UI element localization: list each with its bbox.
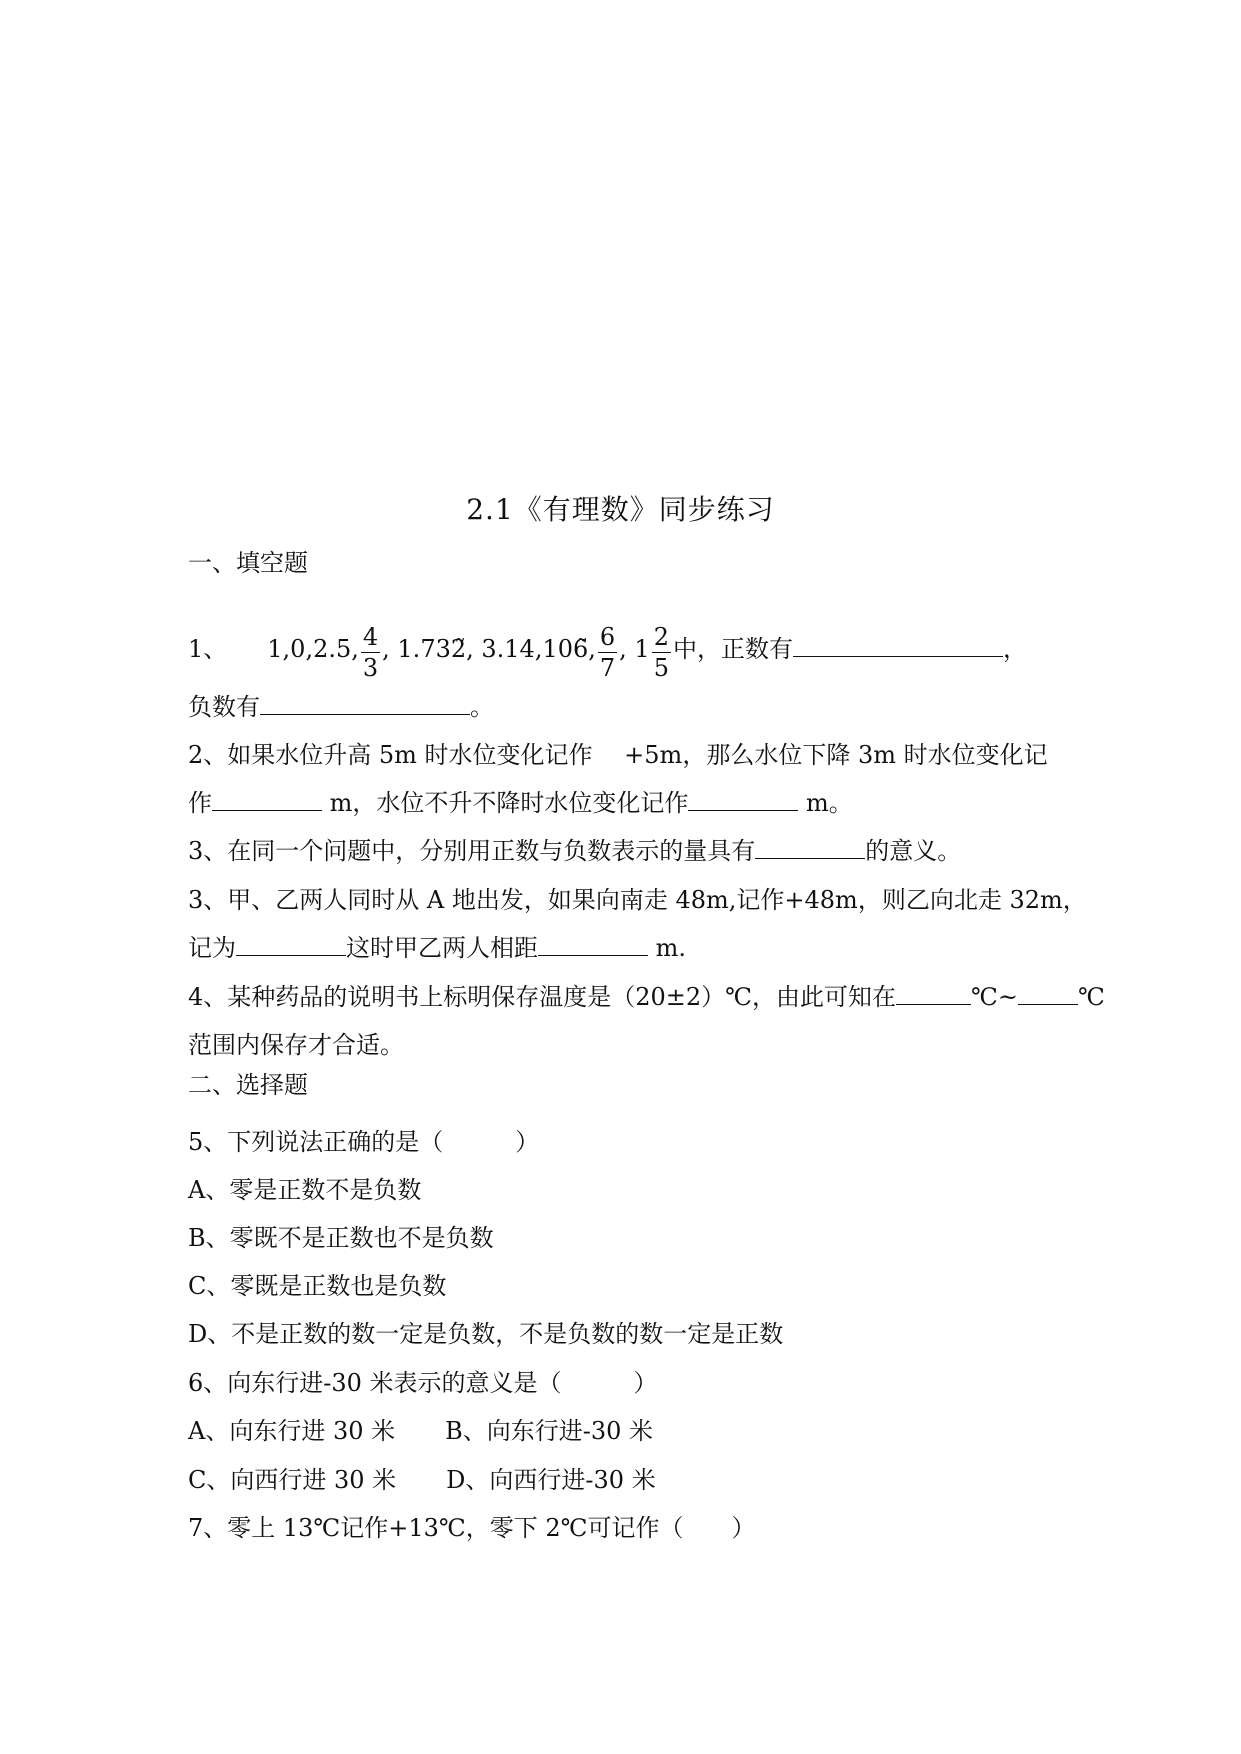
question-4-line-1	[188, 982, 1105, 1012]
q1-negative-label: 负数有	[188, 693, 260, 721]
answer-blank-water-steady[interactable]	[688, 788, 798, 811]
q3a-text-a: 3、在同一个问题中，分别用正数与负数表示的量具有	[188, 837, 756, 865]
question-5-option-a[interactable]: A、零是正数不是负数	[188, 1176, 422, 1204]
question-6-stem: 6、向东行进-30 米表示的意义是（ ）	[188, 1369, 658, 1397]
fraction-denominator: 5	[653, 654, 669, 682]
question-6-options-cd	[188, 1465, 656, 1495]
fraction-numerator: 4	[362, 623, 379, 651]
answer-blank-north-record[interactable]	[236, 933, 346, 956]
fraction-2-5	[652, 622, 671, 683]
q1-numbers-part2: , 1.732̃, 3.14,106̃,	[382, 635, 596, 663]
q4-text-a: 4、某种药品的说明书上标明保存温度是（20±2）℃，由此可知在	[188, 983, 897, 1011]
q3b-text-b: 这时甲乙两人相距	[346, 934, 538, 962]
question-2-line-1: 2、如果水位升高 5m 时水位变化记作 +5m，那么水位下降 3m 时水位变化记	[188, 741, 1048, 769]
answer-blank-temp-high[interactable]	[1018, 982, 1078, 1005]
fraction-numerator: 2	[653, 623, 669, 651]
question-5-option-c[interactable]: C、零既是正数也是负数	[188, 1272, 447, 1300]
q2-text-b: m，水位不升不降时水位变化记作	[322, 789, 689, 817]
answer-blank-meaning[interactable]	[755, 836, 865, 859]
fraction-denominator: 7	[599, 654, 616, 682]
question-3a	[188, 836, 961, 866]
question-5-option-d[interactable]: D、不是正数的数一定是负数，不是负数的数一定是正数	[188, 1320, 784, 1348]
q3b-text-c: m.	[648, 934, 687, 962]
q2-text-c: m。	[798, 789, 853, 817]
page-title: 2.1《有理数》同步练习	[466, 493, 775, 526]
answer-blank-distance[interactable]	[538, 933, 648, 956]
q1-period: 。	[470, 693, 494, 721]
fraction-4-3	[361, 622, 380, 683]
question-6-options-ab	[188, 1416, 653, 1446]
q4-text-c: ℃	[1078, 983, 1105, 1011]
fraction-6-7	[598, 622, 617, 683]
question-5-option-b[interactable]: B、零既不是正数也不是负数	[188, 1224, 494, 1252]
question-6-option-d[interactable]: D、向西行进-30 米	[446, 1466, 656, 1494]
q2-text-a: 作	[188, 789, 212, 817]
q3b-text-a: 记为	[188, 934, 236, 962]
answer-blank-temp-low[interactable]	[896, 982, 971, 1005]
question-6-option-c[interactable]: C、向西行进 30 米	[188, 1466, 397, 1494]
answer-blank-positive[interactable]	[793, 634, 1003, 657]
q1-number: 1、	[188, 635, 228, 663]
fraction-numerator: 6	[599, 623, 616, 651]
answer-blank-water-drop[interactable]	[212, 788, 322, 811]
q1-numbers-part3: , 1	[619, 635, 650, 663]
q4-text-b: ℃~	[971, 983, 1019, 1011]
q1-positive-label: 中，正数有	[672, 635, 793, 663]
question-1-line-1	[188, 620, 1027, 681]
q3a-text-b: 的意义。	[865, 837, 962, 865]
question-1-line-2	[188, 692, 494, 722]
question-3b-line-1: 3、甲、乙两人同时从 A 地出发，如果向南走 48m,记作+48m，则乙向北走 32m，	[188, 886, 1087, 914]
question-4-line-2: 范围内保存才合适。	[188, 1031, 404, 1059]
question-5-stem: 5、下列说法正确的是（ ）	[188, 1128, 540, 1156]
q1-numbers-part1: 1,0,2.5,	[267, 635, 359, 663]
question-2-line-2	[188, 788, 853, 818]
section-fill-blank-heading: 一、填空题	[188, 549, 308, 577]
section-choice-heading: 二、选择题	[188, 1071, 308, 1099]
question-6-option-b[interactable]: B、向东行进-30 米	[445, 1417, 654, 1445]
question-7-stem: 7、零上 13℃记作+13℃，零下 2℃可记作（ ）	[188, 1514, 756, 1542]
question-6-option-a[interactable]: A、向东行进 30 米	[188, 1417, 396, 1445]
answer-blank-negative[interactable]	[260, 692, 470, 715]
fraction-denominator: 3	[362, 654, 379, 682]
question-3b-line-2	[188, 933, 686, 963]
q1-comma: ，	[1002, 635, 1027, 663]
